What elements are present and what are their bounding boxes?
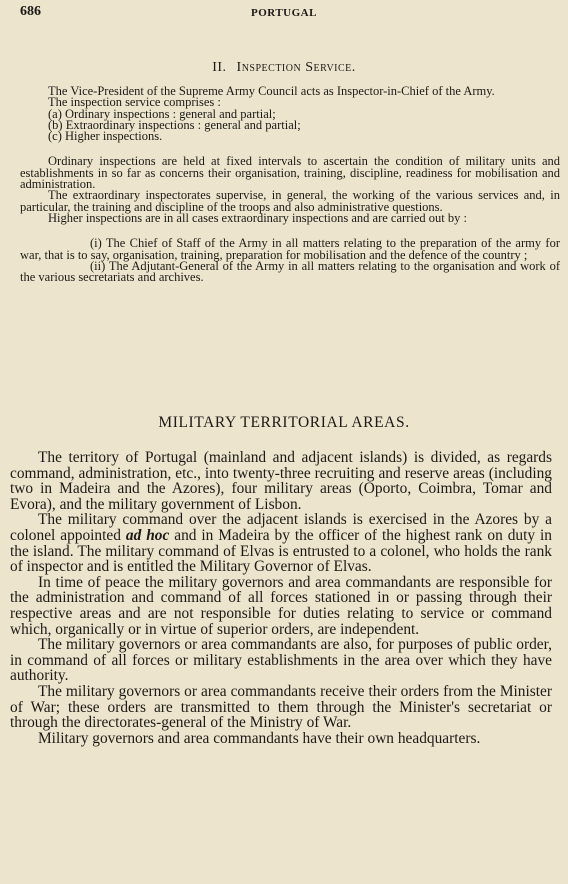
list-item: (b) Extraordinary inspections : general and partial;	[48, 117, 301, 132]
paragraph: The Vice-President of the Supreme Army Council acts as Inspector-in-Chief of the Army.	[48, 84, 495, 98]
territorial-section-body	[10, 450, 552, 746]
paragraph: The military command over the adjacent islands is exercised in the Azores by a colonel appointed ad hoc and in Madeira by the officer of the highest rank on duty in the island. The military command of Elvas is entrusted to a colonel, who holds the rank of inspector and is entitled the Military Governor of Elvas.	[10, 511, 553, 576]
list-item: (c) Higher inspections.	[48, 129, 163, 144]
list-item: (a) Ordinary inspections : general and partial;	[48, 106, 276, 121]
running-head: PORTUGAL	[251, 7, 317, 19]
section-heading-territorial: MILITARY TERRITORIAL AREAS.	[158, 414, 410, 431]
paragraph: The military governors or area commandants are also, for purposes of public order, in command of all forces or military establishments in the area over which they have authority.	[10, 636, 552, 685]
paragraph: Ordinary inspections are held at fixed intervals to ascertain the condition of military units and establishments in so far as concerns their organisation, training, discipline, readiness for mobilisation and administration.	[20, 154, 560, 192]
italic-phrase: ad hoc	[125, 526, 170, 544]
quote-item: (i) The Chief of Staff of the Army in all matters relating to the preparation of the army for war, that is to say, organisation, training, preparation for mobilisation and the defence of the country ;	[20, 236, 560, 262]
paragraph: In time of peace the military governors and area commandants are responsible for the administration and command of all forces stationed in or passing through their respective areas and are not responsible for duties relating to service or command which, organically or in virtue of superior orders, are independent.	[10, 573, 552, 638]
paragraph: The territory of Portugal (mainland and adjacent islands) is divided, as regards command, administration, etc., into twenty-three recruiting and reserve areas (including two in Madeira and the Azores), four military areas (Oporto, Coimbra, Tomar and Evora), and the military government of Lisbon.	[10, 449, 552, 513]
section-number: II.	[212, 60, 227, 75]
page-number: 686	[20, 4, 41, 19]
paragraph: Military governors and area commandants have their own headquarters.	[38, 729, 481, 747]
paragraph: The inspection service comprises :	[48, 95, 221, 110]
paragraph: Higher inspections are in all cases extraordinary inspections and are carried out by :	[48, 210, 467, 225]
section-title: Inspection Service.	[236, 60, 356, 75]
quote-item: (ii) The Adjutant-General of the Army in all matters relating to the organisation and work of the various secretariats and archives.	[20, 258, 560, 285]
page-header	[12, 4, 556, 24]
paragraph: The extraordinary inspectorates supervise, in general, the working of the various services and, in particular, the training and discipline of the troops and also administrative questions.	[20, 188, 560, 214]
section-heading-inspection	[0, 60, 568, 76]
paragraph: The military governors or area commandants receive their orders from the Minister of War; these orders are transmitted to them through the Minister's secretariat or through the directorates-general of the Ministry of War.	[10, 682, 552, 732]
inspection-section-body	[20, 86, 560, 283]
